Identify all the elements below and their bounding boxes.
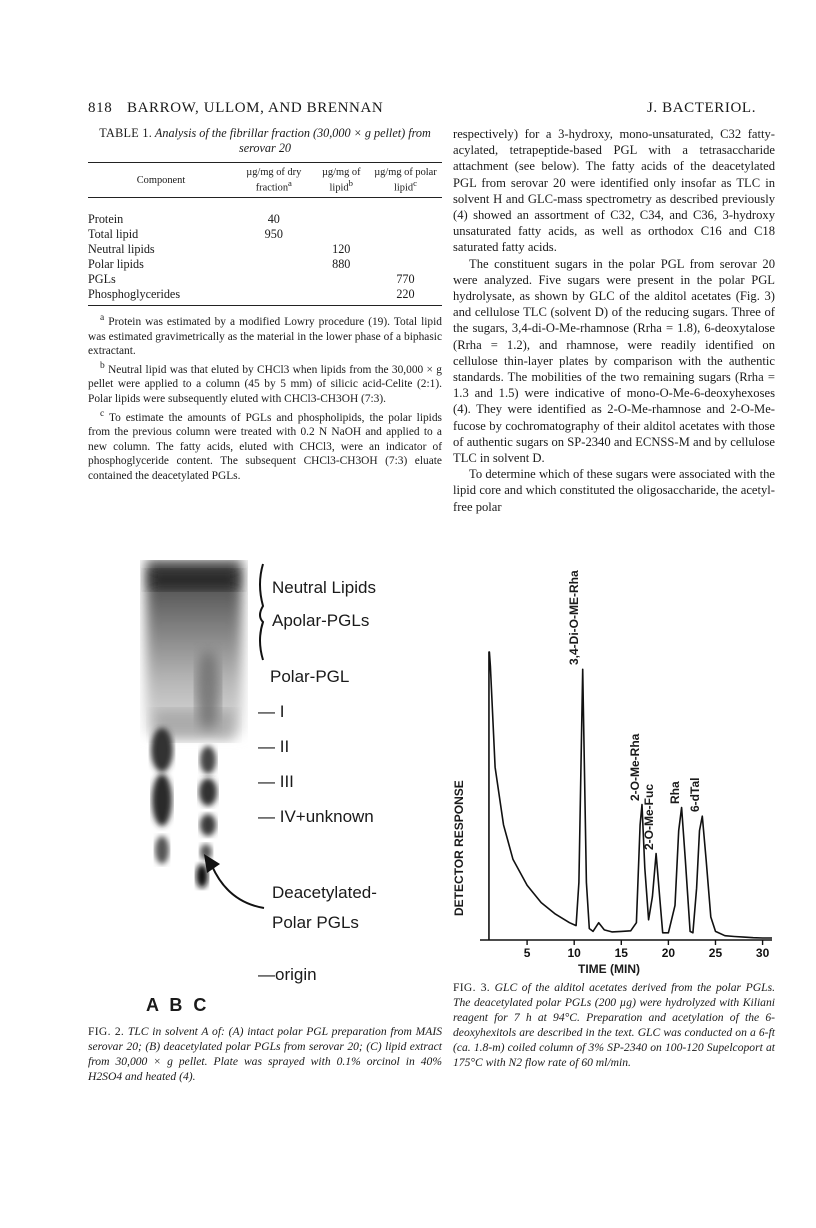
fig2-caption-label: FIG. 2. bbox=[88, 1025, 125, 1038]
peak-label: Rha bbox=[667, 780, 682, 804]
fig3-caption-label: FIG. 3. bbox=[453, 981, 490, 994]
label-apolar-pgls: Apolar-PGLs bbox=[272, 611, 370, 630]
label-polar-pgl: Polar-PGL bbox=[270, 667, 350, 686]
peak-label: 2-O-Me-Rha bbox=[628, 733, 642, 801]
table1-footnotes bbox=[88, 311, 442, 483]
arrow-graphic bbox=[198, 852, 268, 914]
paragraph-3: To determine which of these sugars were associated with the lipid core and which constituted the oligosaccharide, the acetyl-free polar bbox=[453, 467, 775, 514]
table1-title: TABLE 1. Analysis of the fibrillar fraction (30,000 × g pellet) from serovar 20 bbox=[99, 126, 431, 155]
fig3-caption: FIG. 3. GLC of the alditol acetates derived from the polar PGLs. The deacetylated polar PGLs (200 µg) were hydrolyzed with Kiliani reagent for 7 h at 94°C. Preparation and acetylation of the 6-deoxyhexitols are described in the text. GLC was conducted on a 6-ft (ca. 1.8-m) coiled column of 3% SP-2340 on 100-120 Supelcoport at 175°C with N2 flow rate of 60 ml/min. bbox=[453, 981, 775, 1069]
peak-label: 2-O-Me-Fuc bbox=[642, 783, 657, 850]
label-band-3: — III bbox=[258, 772, 294, 791]
table-row: Phosphoglycerides 220 bbox=[88, 287, 415, 302]
x-tick-label: 30 bbox=[755, 946, 770, 960]
running-authors: BARROW, ULLOM, AND BRENNAN bbox=[127, 100, 384, 116]
right-column-text bbox=[453, 126, 775, 515]
label-band-1: — I bbox=[258, 702, 285, 721]
glc-chart bbox=[470, 640, 780, 960]
table1-block bbox=[88, 126, 442, 483]
label-polar-pgls: Polar PGLs bbox=[272, 913, 359, 932]
table-row: Polar lipids 880 bbox=[88, 257, 351, 272]
paragraph-1: respectively) for a 3-hydroxy, mono-unsaturated, C32 fatty-acylated, tetrapeptide-based PGL with a tetrasaccharide attachment (see below). The fatty acids of the deacetylated PGL from serovar 20 were identified only insofar as TLC in solvent H and GLC-mass spectrometry as described previously (4) showed an assortment of C32, C34, and C36, 3-hydroxy unsaturated fatty acids, as well as orthodox C16 and C18 saturated fatty acids. bbox=[453, 127, 775, 255]
footnote-b: $^b$ Neutral lipid was that eluted by CHCl3 when lipids from the 30,000 × g pellet were applied to a column (45 by 5 mm) of silicic acid-Celite (2:1). Polar lipids were subsequently eluted with CHCl3-CH3OH (7:3). bbox=[88, 361, 442, 406]
x-tick-label: 5 bbox=[523, 946, 531, 960]
table-row: Total lipid 950 bbox=[88, 227, 283, 242]
table-row: Protein 40 bbox=[88, 212, 280, 227]
label-band-4: — IV+unknown bbox=[258, 807, 374, 826]
label-band-2: — II bbox=[258, 737, 290, 756]
label-origin: —origin bbox=[258, 965, 317, 984]
x-tick-label: 20 bbox=[661, 946, 676, 960]
footnote-c: $^c$ To estimate the amounts of PGLs and phospholipids, the polar lipids from the previous column were treated with 0.2 N NaOH and applied to a new column. The fatty acids, eluted with CHCl3, were an indicator of phosphoglyceride content. The subsequent CHCl3-CH3OH (7:3) eluate contained the deacetylated PGLs. bbox=[88, 408, 442, 482]
x-tick-label: 25 bbox=[708, 946, 723, 960]
table1-header-component: Component bbox=[136, 174, 186, 186]
table-row: Neutral lipids 120 bbox=[88, 242, 351, 257]
table1-label: TABLE 1. bbox=[99, 126, 153, 140]
table1-header-dry: µg/mg of dry fraction$^a$ bbox=[246, 167, 302, 194]
table1-header-polar: µg/mg of polar lipid$^c$ bbox=[374, 167, 437, 194]
paragraph-2: The constituent sugars in the polar PGL from serovar 20 were analyzed. Five sugars were present in the polar PGL hydrolysate, as shown by GLC of the alditol acetates (Fig. 3) and cellulose TLC (solvent D) of the reducing sugars. Three of the sugars, 3,4-di-O-Me-rhamnose (Rrha = 1.8), 6-deoxytalose (Rrha = 1.2), and rhamnose, were readily identified on cellulose thin-layer plates by comparison with the authentic standards. The mobilities of the two remaining sugars (Rrha = 1.3 and 1.5) were indicative of mono-O-Me-6-deoxyhexoses (4). They were identified as 2-O-Me-rhamnose and 2-O-Me-fucose by cochromatography of their alditol acetates with those of authentic sugars on SP-2340 and ECNSS-M and by cellulose TLC in solvent D. bbox=[453, 256, 775, 466]
journal-name: J. BACTERIOL. bbox=[647, 100, 757, 116]
table1-header-lipid: µg/mg of lipid$^b$ bbox=[321, 167, 361, 194]
lane-labels: A B C bbox=[146, 995, 207, 1015]
footnote-a: $^a$ Protein was estimated by a modified Lowry procedure (19). Total lipid was estimated gravimetrically as the material in the lower phase of a biphasic extractant. bbox=[88, 313, 442, 358]
x-axis-label: TIME (MIN) bbox=[578, 962, 640, 976]
label-neutral-lipids: Neutral Lipids bbox=[272, 578, 376, 597]
table1 bbox=[88, 163, 442, 302]
page-number: 818 bbox=[88, 100, 113, 116]
label-deacetylated: Deacetylated- bbox=[272, 883, 377, 902]
x-tick-label: 15 bbox=[614, 946, 628, 960]
x-tick-label: 10 bbox=[567, 946, 581, 960]
peak-label: 6-dTal bbox=[688, 777, 703, 813]
y-axis-label: DETECTOR RESPONSE bbox=[452, 780, 466, 916]
fig2-caption: FIG. 2. TLC in solvent A of: (A) intact polar PGL preparation from MAIS serovar 20; (B) deacetylated polar PGLs from serovar 20; (C) lipid extract from 30,000 × g pellet. Plate was sprayed with 0.1% orcinol in 40% H2SO4 and heated (4). bbox=[88, 1025, 442, 1083]
table-row: PGLs 770 bbox=[88, 272, 415, 287]
peak-label: 3,4-Di-O-ME-Rha bbox=[566, 570, 581, 666]
